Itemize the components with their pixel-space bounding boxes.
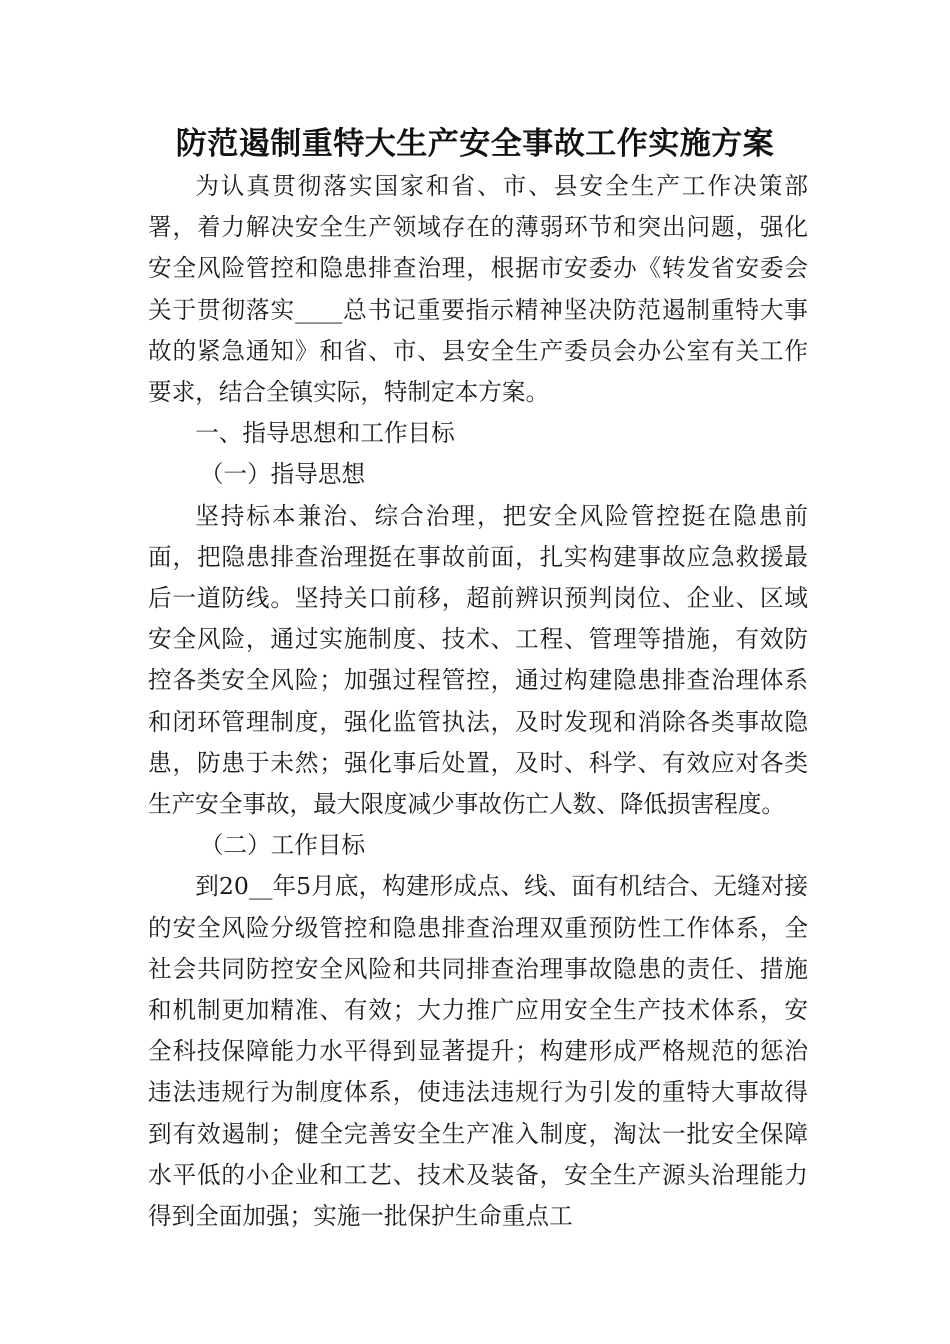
section-heading-1: 一、指导思想和工作目标 — [195, 419, 455, 448]
document-body — [148, 166, 808, 1237]
subsection-heading-guiding-thought: （一）指导思想 — [199, 460, 366, 489]
document-title: 防范遏制重特大生产安全事故工作实施方案 — [175, 126, 775, 162]
paragraph-guiding-thought: 坚持标本兼治、综合治理，把安全风险管控挺在隐患前面，把隐患排查治理挺在事故前面，扎实构建事故应急救援最后一道防线。坚持关口前移，超前辨识预判岗位、企业、区域安全风险，通过实施制度、技术、工程、管理等措施，有效防控各类安全风险；加强过程管控，通过构建隐患排查治理体系和闭环管理制度，强化监管执法，及时发现和消除各类事故隐患，防患于未然；强化事后处置，及时、科学、有效应对各类生产安全事故，最大限度减少事故伤亡人数、降低损害程度。 — [148, 501, 808, 819]
subsection-heading-work-goals: （二）工作目标 — [199, 831, 366, 860]
paragraph-work-goals: 到20__年5月底，构建形成点、线、面有机结合、无缝对接的安全风险分级管控和隐患排查治理双重预防性工作体系，全社会共同防控安全风险和共同排查治理事故隐患的责任、措施和机制更加精准、有效；大力推广应用安全生产技术体系，安全科技保障能力水平得到显著提升；构建形成严格规范的惩治违法违规行为制度体系，使违法违规行为引发的重特大事故得到有效遏制；健全完善安全生产准入制度，淘汰一批安全保障水平低的小企业和工艺、技术及装备，安全生产源头治理能力得到全面加强；实施一批保护生命重点工 — [148, 872, 808, 1231]
paragraph-intro: 为认真贯彻落实国家和省、市、县安全生产工作决策部署，着力解决安全生产领域存在的薄弱环节和突出问题，强化安全风险管控和隐患排查治理，根据市安委办《转发省安委会关于贯彻落实____总书记重要指示精神坚决防范遏制重特大事故的紧急通知》和省、市、县安全生产委员会办公室有关工作要求，结合全镇实际，特制定本方案。 — [148, 172, 808, 407]
